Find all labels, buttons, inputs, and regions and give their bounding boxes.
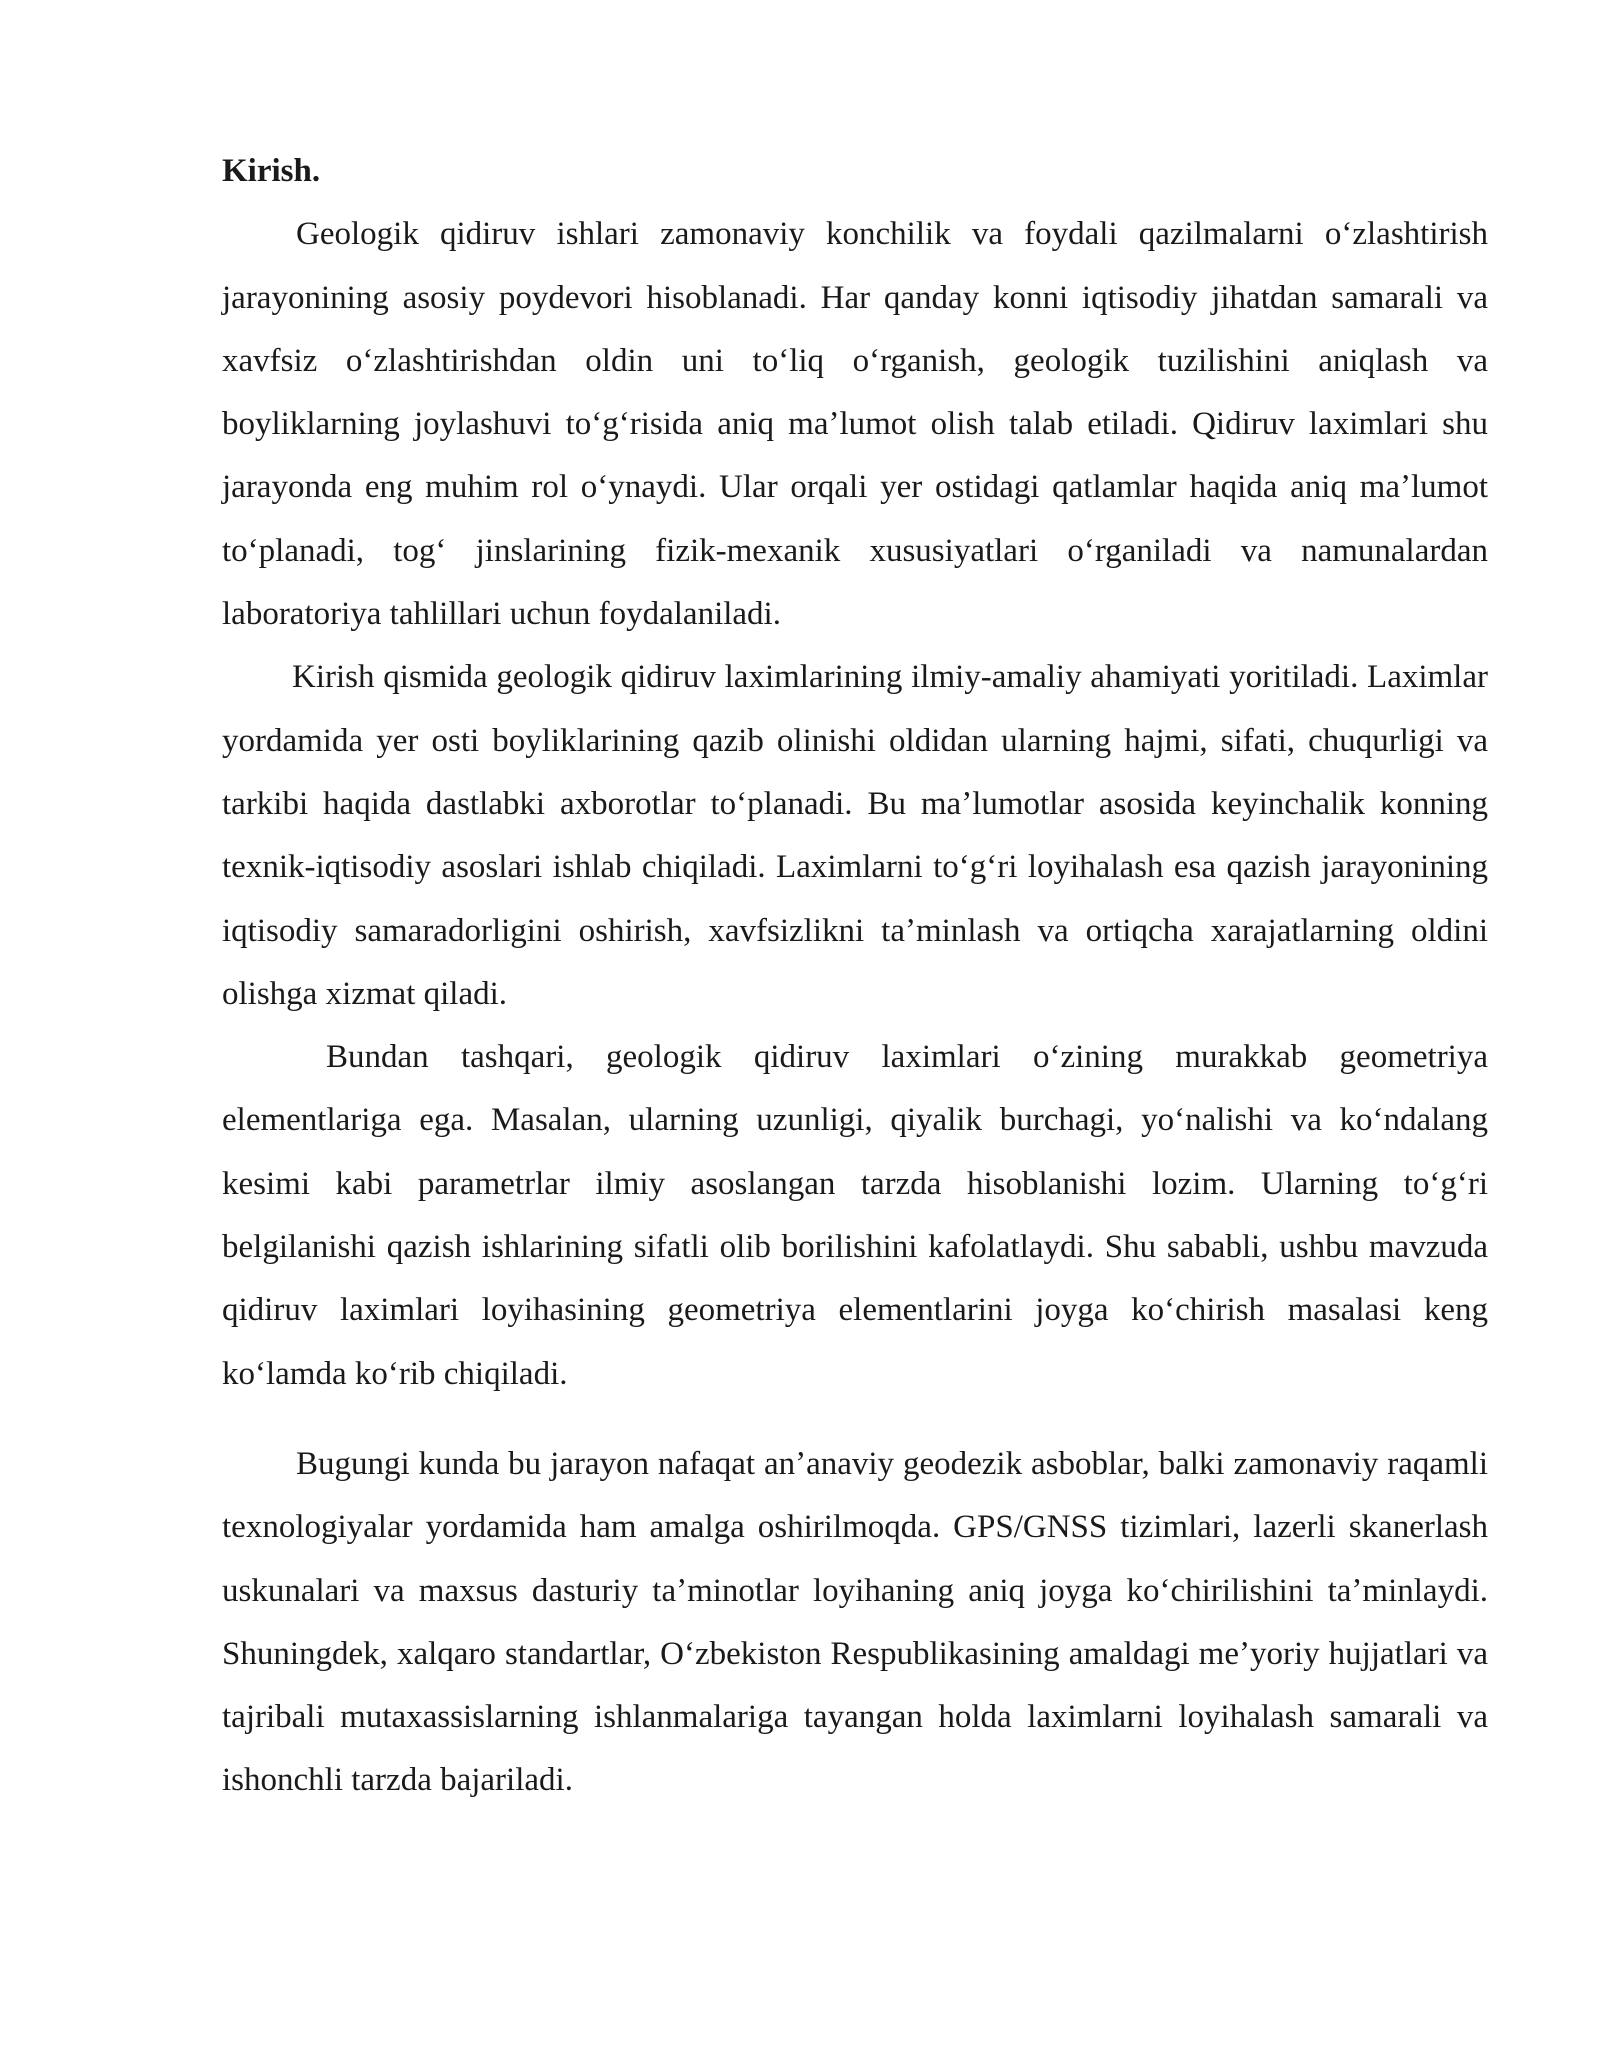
paragraph-3: Bundan tashqari, geologik qidiruv laximlari oʻzining murakkab geometriya elementlariga ega. Masalan, ularning uzunligi, qiyalik burchagi, yoʻnalishi va koʻndalang kesimi kabi parametrlar ilmiy asoslangan tarzda hisoblanishi lozim. Ularning toʻgʻri belgilanishi qazish ishlarining sifatli olib borilishini kafolatlaydi. Shu sababli, ushbu mavzuda qidiruv laximlari loyihasining geometriya elementlarini joyga koʻchirish masalasi keng koʻlamda koʻrib chiqiladi. (222, 1039, 1488, 1392)
paragraph-1: Geologik qidiruv ishlari zamonaviy konchilik va foydali qazilmalarni oʻzlashtirish jarayonining asosiy poydevori hisoblanadi. Har qanday konni iqtisodiy jihatdan samarali va xavfsiz oʻzlashtirishdan oldin uni toʻliq oʻrganish, geologik tuzilishini aniqlash va boyliklarning joylashuvi toʻgʻrisida aniq maʼlumot olish talab etiladi. Qidiruv laximlari shu jarayonda eng muhim rol oʻynaydi. Ular orqali yer ostidagi qatlamlar haqida aniq maʼlumot toʻplanadi, togʻ jinslarining fizik-mexanik xususiyatlari oʻrganiladi va namunalardan laboratoriya tahlillari uchun foydalaniladi. (222, 216, 1488, 633)
paragraph-4: Bugungi kunda bu jarayon nafaqat anʼanaviy geodezik asboblar, balki zamonaviy raqamli texnologiyalar yordamida ham amalga oshirilmoqda. GPS/GNSS tizimlari, lazerli skanerlash uskunalari va maxsus dasturiy taʼminotlar loyihaning aniq joyga koʻchirilishini taʼminlaydi. Shuningdek, xalqaro standartlar, Oʻzbekiston Respublikasining amaldagi meʼyoriy hujjatlari va tajribali mutaxassislarning ishlanmalariga tayangan holda laximlarni loyihalash samarali va ishonchli tarzda bajariladi. (222, 1445, 1488, 1799)
paragraph-2: Kirish qismida geologik qidiruv laximlarining ilmiy-amaliy ahamiyati yoritiladi. Laximlar yordamida yer osti boyliklarining qazib olinishi oldidan ularning hajmi, sifati, chuqurligi va tarkibi haqida dastlabki axborotlar toʻplanadi. Bu maʼlumotlar asosida keyinchalik konning texnik-iqtisodiy asoslari ishlab chiqiladi. Laximlarni toʻgʻri loyihalash esa qazish jarayonining iqtisodiy samaradorligini oshirish, xavfsizlikni taʼminlash va ortiqcha xarajatlarning oldini olishga xizmat qiladi. (222, 659, 1488, 1012)
document-body (222, 140, 1488, 1813)
section-heading: Kirish. (222, 153, 321, 189)
